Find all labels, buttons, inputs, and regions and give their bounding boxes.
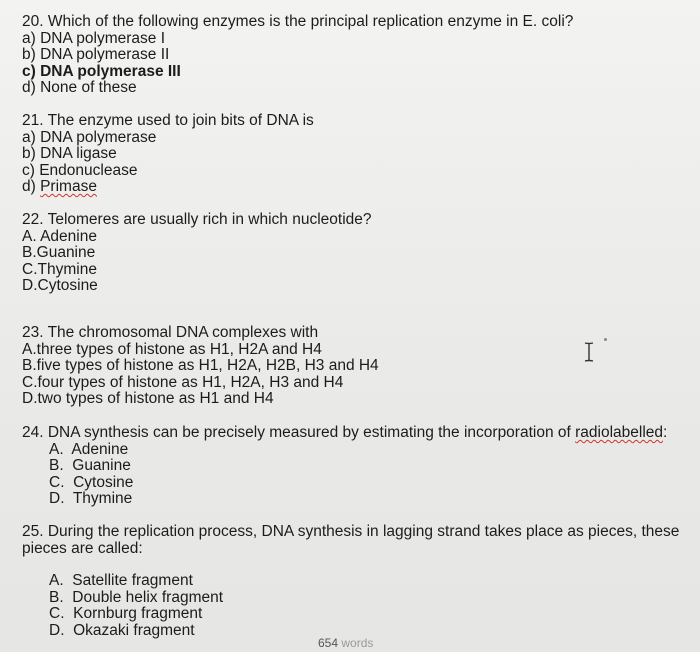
option-22-a: A. Adenine bbox=[22, 227, 97, 245]
option-21-c: c) Endonuclease bbox=[22, 161, 138, 179]
option-20-b: b) DNA polymerase II bbox=[22, 46, 170, 63]
question-20-text: 20. Which of the following enzymes is the principal replication enzyme in E. coli? bbox=[22, 13, 574, 30]
option-25-a: A. Satellite fragment bbox=[49, 572, 193, 589]
option-25-c: C. Kornburg fragment bbox=[49, 605, 203, 622]
option-21-a: a) DNA polymerase bbox=[22, 128, 157, 146]
option-20-a: a) DNA polymerase I bbox=[22, 29, 165, 47]
option-22-c: C.Thymine bbox=[22, 260, 97, 278]
option-21-d bbox=[22, 179, 314, 196]
question-25-text-line-2: pieces are called: bbox=[22, 539, 143, 557]
option-21-d-prefix: d) bbox=[22, 178, 41, 195]
option-24-b: B. Guanine bbox=[49, 457, 131, 474]
option-22-d: D.Cytosine bbox=[22, 277, 98, 294]
option-22-b: B.Guanine bbox=[22, 244, 96, 261]
option-23-a: A.three types of histone as H1, H2A and H4 bbox=[22, 340, 322, 358]
word-count bbox=[318, 636, 373, 650]
question-24-text-suffix: : bbox=[663, 424, 668, 441]
option-24-c: C. Cytosine bbox=[49, 473, 134, 491]
question-20 bbox=[22, 14, 573, 97]
question-24-text-prefix: 24. DNA synthesis can be precisely measured by estimating the incorporation of bbox=[22, 424, 576, 441]
word-count-unit: words bbox=[341, 636, 374, 650]
option-23-b: B.five types of histone as H1, H2A, H2B, H3 and H4 bbox=[22, 357, 379, 374]
question-24 bbox=[22, 425, 667, 508]
cursor-dot bbox=[604, 338, 607, 341]
question-25-text-line-1: 25. During the replication process, DNA synthesis in lagging strand takes place as pieces, these bbox=[22, 523, 680, 540]
option-21-b: b) DNA ligase bbox=[22, 145, 117, 162]
option-25-b: B. Double helix fragment bbox=[49, 588, 224, 606]
option-23-d: D.two types of histone as H1 and H4 bbox=[22, 390, 274, 407]
option-24-a: A. Adenine bbox=[49, 440, 129, 458]
question-21-text: 21. The enzyme used to join bits of DNA is bbox=[22, 112, 314, 129]
text-cursor-icon bbox=[583, 342, 595, 362]
spellcheck-flagged-word: radiolabelled bbox=[575, 424, 664, 441]
option-24-d: D. Thymine bbox=[49, 490, 133, 507]
question-25-options bbox=[22, 573, 223, 639]
option-20-c: c) DNA polymerase III bbox=[22, 62, 181, 80]
option-20-d: d) None of these bbox=[22, 79, 137, 96]
question-25 bbox=[22, 524, 679, 557]
question-22 bbox=[22, 212, 372, 295]
question-22-text: 22. Telomeres are usually rich in which nucleotide? bbox=[22, 211, 372, 228]
option-25-d: D. Okazaki fragment bbox=[49, 621, 195, 639]
question-21 bbox=[22, 113, 314, 196]
option-23-c: C.four types of histone as H1, H2A, H3 and H4 bbox=[22, 373, 344, 391]
spellcheck-flagged-word: Primase bbox=[40, 178, 97, 195]
word-count-number: 654 bbox=[318, 636, 339, 650]
question-23-text: 23. The chromosomal DNA complexes with bbox=[22, 324, 319, 341]
question-23 bbox=[22, 325, 379, 408]
question-24-text bbox=[22, 425, 667, 442]
